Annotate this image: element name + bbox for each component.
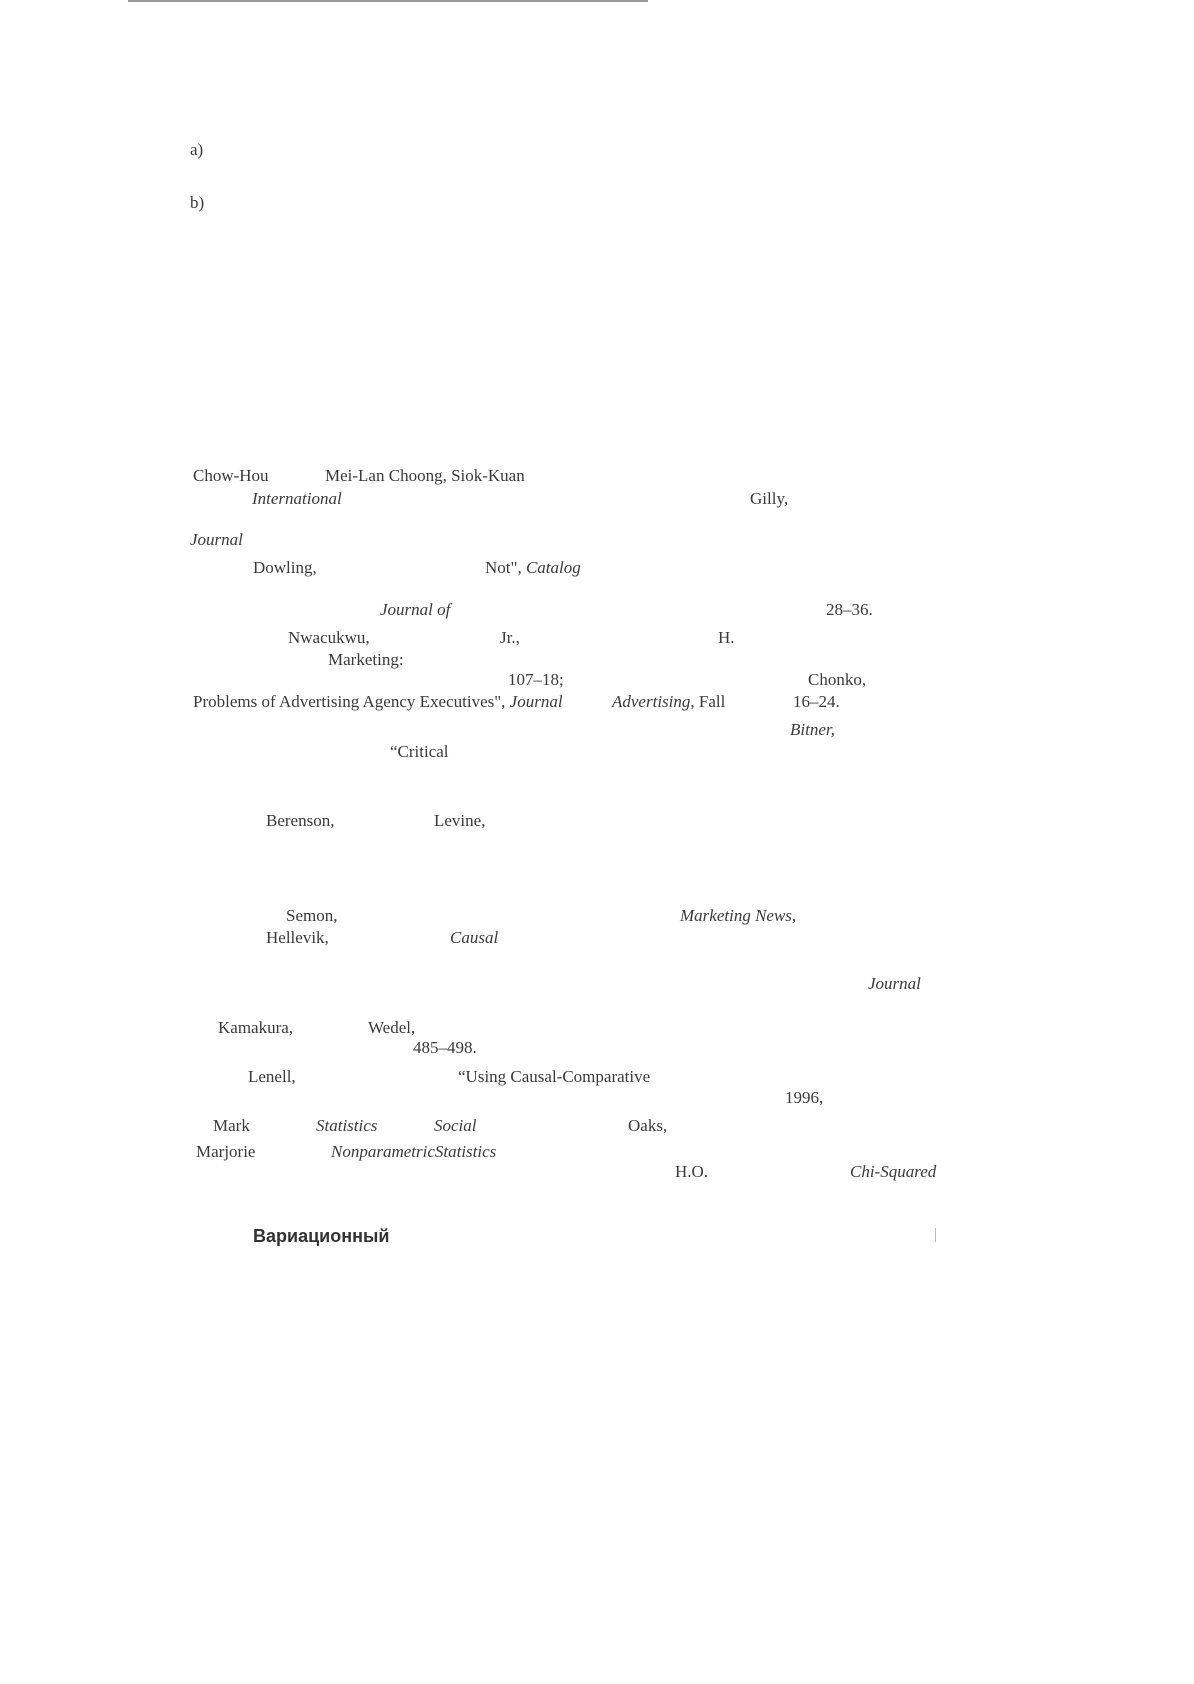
ref-fragment: Levine, — [434, 811, 486, 830]
ref-fragment: Mei-Lan Choong, Siok-Kuan — [325, 466, 525, 485]
ref-fragment: 107–18; — [508, 670, 564, 689]
page-top-edge-line — [128, 0, 648, 2]
ref-fragment: Semon, — [286, 906, 338, 925]
footer-heading: Вариационный — [253, 1226, 390, 1246]
ref-fragment: Journal of — [380, 600, 451, 619]
ref-fragment: Gilly, — [750, 489, 789, 508]
ref-fragment: Mark — [213, 1116, 250, 1135]
ref-fragment: Marketing: — [328, 650, 404, 669]
ref-fragment: Journal — [190, 530, 243, 549]
ref-fragment: Berenson, — [266, 811, 335, 830]
ref-fragment: Not", Catalog — [485, 558, 581, 577]
ref-fragment: Marjorie — [196, 1142, 256, 1161]
list-marker-a: a) — [190, 140, 204, 159]
ref-fragment: Problems of Advertising Agency Executives", Journal — [193, 692, 563, 711]
ref-fragment: Nwacukwu, — [288, 628, 370, 647]
ref-fragment: Wedel, — [368, 1018, 416, 1037]
ref-fragment: H.O. — [675, 1162, 709, 1181]
ref-fragment: Journal — [868, 974, 921, 993]
ref-fragment: Oaks, — [628, 1116, 668, 1135]
ref-fragment: Dowling, — [253, 558, 317, 577]
ref-fragment: 16–24. — [793, 692, 840, 711]
ref-fragment: Hellevik, — [266, 928, 329, 947]
ref-fragment: Lenell, — [248, 1067, 296, 1086]
ref-fragment: Chonko, — [808, 670, 867, 689]
ref-fragment: Advertising, Fall — [612, 692, 726, 711]
ref-fragment: H. — [718, 628, 735, 647]
ref-fragment: Bitner, — [790, 720, 835, 739]
ref-fragment: Chow-Hou — [193, 466, 269, 485]
ref-fragment: Marketing News, — [680, 906, 797, 925]
ref-fragment: Statistics — [316, 1116, 378, 1135]
margin-tick — [935, 1228, 936, 1242]
ref-fragment: Causal — [450, 928, 499, 947]
ref-fragment: NonparametricStatistics — [331, 1142, 497, 1161]
ref-fragment: 1996, — [785, 1088, 824, 1107]
list-marker-b: b) — [190, 193, 205, 212]
ref-fragment: Chi-Squared — [850, 1162, 937, 1181]
ref-fragment: 28–36. — [826, 600, 873, 619]
ref-fragment: “Critical — [390, 742, 449, 761]
ref-fragment: Kamakura, — [218, 1018, 294, 1037]
ref-fragment: “Using Causal-Comparative — [458, 1067, 651, 1086]
ref-fragment: 485–498. — [413, 1038, 477, 1057]
ref-fragment: Social — [434, 1116, 477, 1135]
ref-fragment: International — [252, 489, 342, 508]
ref-fragment: Jr., — [500, 628, 520, 647]
